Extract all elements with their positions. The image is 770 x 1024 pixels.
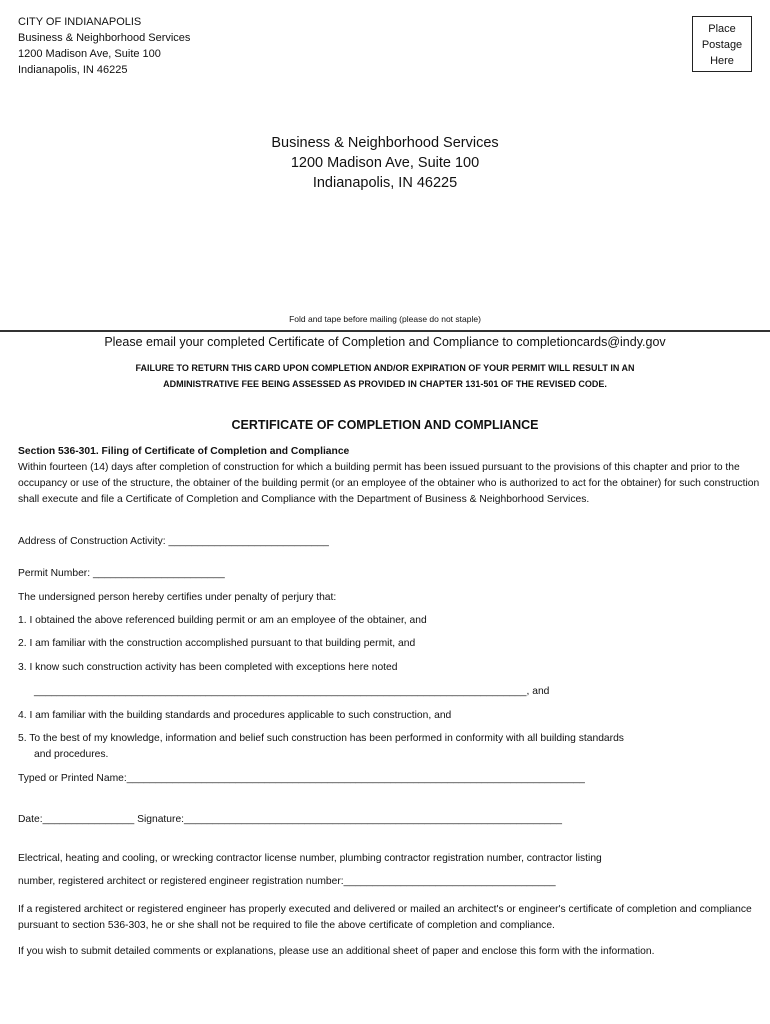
statement-5-line: and procedures.	[34, 749, 109, 760]
certify-intro: The undersigned person hereby certifies under penalty of perjury that:	[18, 592, 337, 603]
statement-5	[18, 731, 760, 763]
return-address-line: Business & Neighborhood Services	[18, 32, 191, 44]
license-line[interactable]: number, registered architect or registered engineer registration number:_____________________________________	[18, 876, 556, 887]
return-address-line: CITY OF INDIANAPOLIS	[18, 16, 142, 28]
fold-line	[0, 330, 770, 332]
mailing-address-line: 1200 Madison Ave, Suite 100	[290, 155, 480, 171]
mailing-address-line: Indianapolis, IN 46225	[312, 175, 458, 191]
warning-line: FAILURE TO RETURN THIS CARD UPON COMPLETION AND/OR EXPIRATION OF YOUR PERMIT WILL RESULT IN AN	[135, 363, 635, 373]
section-heading: Section 536-301. Filing of Certificate of Completion and Compliance	[18, 446, 350, 457]
email-instruction: Please email your completed Certificate of Completion and Compliance to completioncards@indy.gov	[104, 335, 666, 349]
comments-note: If you wish to submit detailed comments or explanations, please use an additional sheet of paper and enclose this form with the information.	[18, 946, 655, 957]
permit-number-field[interactable]: Permit Number: _______________________	[18, 568, 225, 579]
statement-5-line: 5. To the best of my knowledge, information and belief such construction has been performed in conformity with all building standards	[18, 733, 624, 744]
license-number-field[interactable]	[18, 851, 760, 890]
mailing-address	[0, 133, 770, 193]
return-address-line: Indianapolis, IN 46225	[18, 64, 128, 76]
warning-line: ADMINISTRATIVE FEE BEING ASSESSED AS PROVIDED IN CHAPTER 131-501 OF THE REVISED CODE.	[163, 379, 607, 389]
statement-4: 4. I am familiar with the building standards and procedures applicable to such construction, and	[18, 710, 452, 721]
section-text: Within fourteen (14) days after completion of construction for which a building permit has been issued pursuant to the provisions of this chapter and prior to the occupancy or use of the structure, the obtainer of the building permit (or an employee of the obtainer who is authorized to act for the obtainer) for such construction shall execute and file a Certificate of Completion and Compliance with the Department of Business & Neighborhood Services.	[18, 462, 760, 505]
printed-name-field[interactable]: Typed or Printed Name:________________________________________________________________________________	[18, 773, 585, 784]
statement-3: 3. I know such construction activity has been completed with exceptions here noted	[18, 662, 398, 673]
return-address	[18, 14, 190, 78]
postage-text: Here	[710, 55, 734, 67]
exceptions-field[interactable]: ______________________________________________________________________________________, and	[34, 686, 550, 697]
warning-notice	[60, 360, 710, 392]
statement-2: 2. I am familiar with the construction accomplished pursuant to that building permit, and	[18, 638, 416, 649]
return-address-line: 1200 Madison Ave, Suite 100	[18, 48, 161, 60]
address-field[interactable]: Address of Construction Activity: ____________________________	[18, 536, 329, 547]
fold-note: Fold and tape before mailing (please do not staple)	[289, 314, 481, 324]
license-line: Electrical, heating and cooling, or wrecking contractor license number, plumbing contractor registration number, contractor listing	[18, 853, 602, 864]
postage-text: Postage	[701, 39, 743, 51]
certificate-title: CERTIFICATE OF COMPLETION AND COMPLIANCE	[231, 418, 539, 432]
architect-note: If a registered architect or registered engineer has properly executed and delivered or mailed an architect's or engineer's certificate of completion and compliance pursuant to section 536-303, he or she shall not be required to file the above certificate of completion and compliance.	[18, 904, 752, 931]
mailing-address-line: Business & Neighborhood Services	[271, 135, 499, 151]
postage-text: Place	[708, 23, 736, 35]
postage-box	[692, 16, 752, 72]
statement-1: 1. I obtained the above referenced building permit or am an employee of the obtainer, and	[18, 615, 427, 626]
date-signature-field[interactable]: Date:________________ Signature:__________________________________________________________________	[18, 814, 562, 825]
section-536-301	[18, 444, 760, 508]
